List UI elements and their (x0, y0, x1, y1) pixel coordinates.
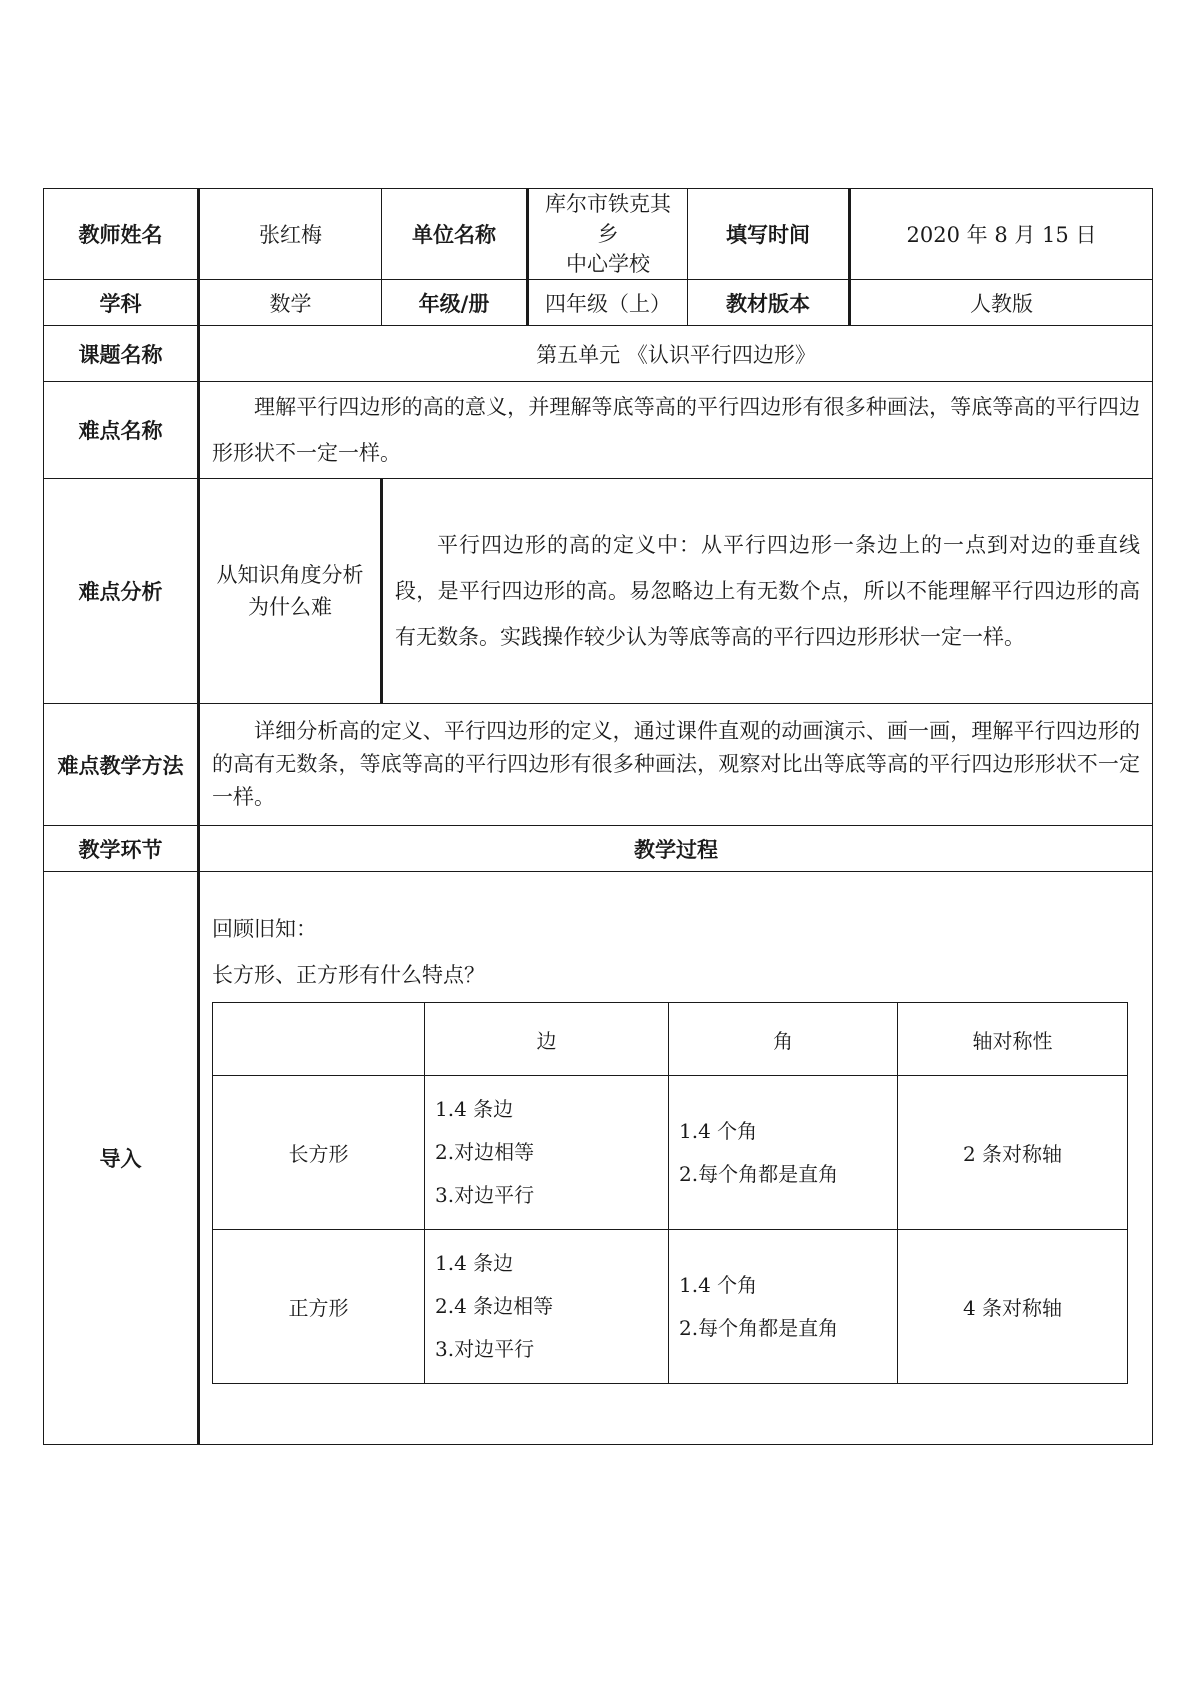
analysis-label: 难点分析 (44, 479, 199, 704)
list-item: 2.每个角都是直角 (679, 1315, 839, 1340)
list-item: 1.4 个角 (679, 1272, 758, 1297)
process-label: 教学过程 (199, 826, 1153, 872)
unit-label: 单位名称 (382, 189, 528, 280)
unit-value-line2: 中心学校 (566, 252, 650, 276)
intro-row (44, 872, 1153, 1445)
header-empty (213, 1003, 425, 1076)
date-value: 2020 年 8 月 15 日 (850, 189, 1153, 280)
topic-row (44, 326, 1153, 382)
subject-label: 学科 (44, 280, 199, 326)
list-item: 3.对边平行 (435, 1183, 535, 1207)
list-item: 1.4 条边 (435, 1097, 514, 1121)
grade-label: 年级/册 (382, 280, 528, 326)
teacher-label: 教师姓名 (44, 189, 199, 280)
analysis-row (44, 479, 1153, 704)
topic-label: 课题名称 (44, 326, 199, 382)
square-name: 正方形 (213, 1230, 425, 1384)
review-text: 回顾旧知： (212, 917, 317, 941)
comparison-header-row (213, 1003, 1128, 1076)
process-header-row (44, 826, 1153, 872)
header-edges: 边 (425, 1003, 669, 1076)
lesson-plan-form (43, 188, 1153, 1445)
method-row (44, 704, 1153, 826)
analysis-value: 平行四边形的高的定义中：从平行四边形一条边上的一点到对边的垂直线段，是平行四边形的高。易忽略边上有无数个点，所以不能理解平行四边形的高有无数条。实践操作较少认为等底等高的平行四边形形状一定一样。 (382, 479, 1153, 704)
rectangle-symmetry: 2 条对称轴 (898, 1076, 1128, 1230)
header-row-2 (44, 280, 1153, 326)
edition-value: 人教版 (850, 280, 1153, 326)
unit-value (528, 189, 688, 280)
date-label: 填写时间 (688, 189, 850, 280)
header-angles: 角 (669, 1003, 898, 1076)
list-item: 2.每个角都是直角 (679, 1161, 839, 1186)
difficulty-value: 理解平行四边形的高的意义，并理解等底等高的平行四边形有很多种画法，等底等高的平行四边形形状不一定一样。 (199, 382, 1153, 479)
square-symmetry: 4 条对称轴 (898, 1230, 1128, 1384)
method-value: 详细分析高的定义、平行四边形的定义，通过课件直观的动画演示、画一画，理解平行四边形的的高有无数条，等底等高的平行四边形有很多种画法，观察对比出等底等高的平行四边形形状不一定一样。 (199, 704, 1153, 826)
rectangle-row (213, 1076, 1128, 1230)
header-symmetry: 轴对称性 (898, 1003, 1128, 1076)
list-item: 1.4 条边 (435, 1251, 514, 1275)
rectangle-name: 长方形 (213, 1076, 425, 1230)
analysis-sub-label: 从知识角度分析为什么难 (199, 479, 382, 704)
header-row-1 (44, 189, 1153, 280)
subject-value: 数学 (199, 280, 382, 326)
intro-content (199, 872, 1153, 1445)
unit-value-line1: 库尔市铁克其乡 (545, 192, 671, 246)
question-text: 长方形、正方形有什么特点？ (212, 963, 485, 987)
edition-label: 教材版本 (688, 280, 850, 326)
rectangle-angles (669, 1076, 898, 1230)
square-edges (425, 1230, 669, 1384)
grade-value: 四年级（上） (528, 280, 688, 326)
list-item: 3.对边平行 (435, 1337, 535, 1361)
topic-value: 第五单元 《认识平行四边形》 (199, 326, 1153, 382)
method-label: 难点教学方法 (44, 704, 199, 826)
intro-stage: 导入 (44, 872, 199, 1445)
difficulty-label: 难点名称 (44, 382, 199, 479)
shape-comparison-table (212, 1002, 1128, 1384)
stage-label: 教学环节 (44, 826, 199, 872)
list-item: 2.4 条边相等 (435, 1294, 554, 1318)
teacher-value: 张红梅 (199, 189, 382, 280)
square-angles (669, 1230, 898, 1384)
difficulty-row (44, 382, 1153, 479)
rectangle-edges (425, 1076, 669, 1230)
list-item: 2.对边相等 (435, 1140, 535, 1164)
square-row (213, 1230, 1128, 1384)
list-item: 1.4 个角 (679, 1118, 758, 1143)
